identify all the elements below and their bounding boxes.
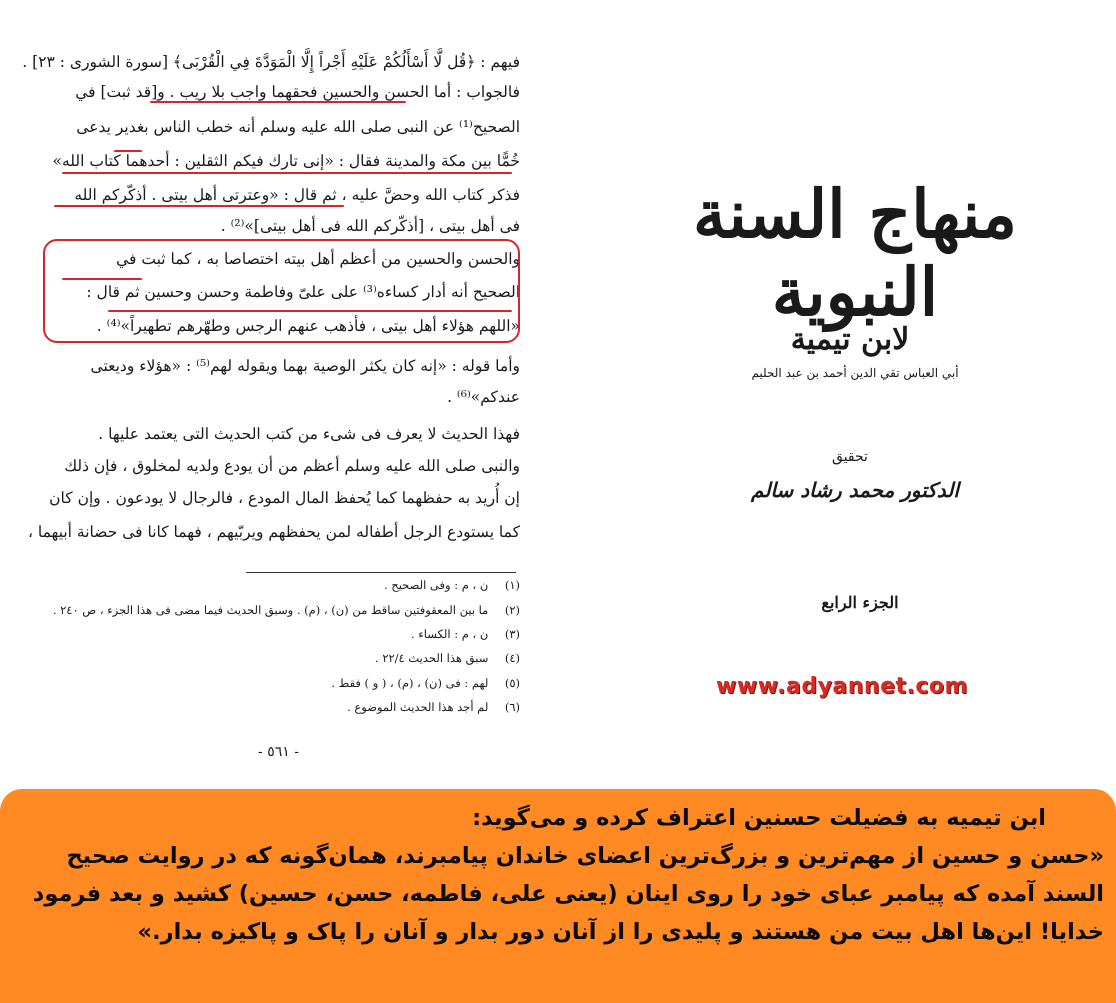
text-line-6: فى أهل بيتى ، [أذكّركم الله فى أهل بيتى]»⁽²⁾ . [220,217,520,235]
caption-line-3: السند آمده که پیامبر عبای خود را روی اینان (یعنی علی، فاطمه، حسن، حسین) کشید و بعد فرمود [32,881,1104,907]
text-line-3: الصحيح⁽¹⁾ عن النبى صلى الله عليه وسلم أنه خطب الناس بغدير يدعى [76,118,520,136]
red-underline [150,101,406,103]
red-highlight-box [43,239,520,343]
editor-name: الدكتور محمد رشاد سالم [751,478,959,502]
text-line-8: الصحيح أنه أدار كساءه⁽³⁾ على علىّ وفاطمة وحسن وحسين ثم قال : [86,283,520,301]
watermark-url: www.adyannet.com [716,674,968,699]
page-number: - ٥٦١ - [258,744,299,760]
text-line-1: فيهم : ﴿قُل لَّا أَسْأَلُكُمْ عَلَيْهِ أَجْراً إِلَّا الْمَوَدَّةَ فِي الْقُرْبَى﴾ [سورة الشورى : ٢٣] . [22,53,520,71]
text-line-14: إن أُريد به حفظهما كما يُحفظ المال المودع ، فالرجال لا يودعون . وإن كان [49,489,520,507]
footnote-3: (٣) ن ، م : الكساء . [411,627,520,641]
red-underline [54,205,344,207]
caption-line-4: خدایا! این‌ها اهل بیت من هستند و پلیدی را از آنان دور بدار و آنان را پاک و پاکیزه بدار.» [137,919,1104,945]
red-underline [62,172,512,174]
red-underline [114,150,142,152]
text-line-12: فهذا الحديث لا يعرف فى شىء من كتب الحديث التى يعتمد عليها . [98,425,520,443]
text-line-4: خُمًّا بين مكة والمدينة فقال : «إنى تارك فيكم الثقلين : أحدهما كتاب الله» [52,152,520,170]
text-line-13: والنبى صلى الله عليه وسلم أعظم من أن يودع ولديه لمخلوق ، فإن ذلك [64,457,520,475]
footnote-2: (٢) ما بين المعقوفتين ساقط من (ن) ، (م) . وسبق الحديث فيما مضى فى هذا الجزء ، ص ٢٤٠ . [52,603,520,617]
book-title: منهاج السنة النبوية [692,175,1017,331]
footnote-divider [246,572,516,573]
text-line-5: فذكر كتاب الله وحضَّ عليه ، ثم قال : «وعترتى أهل بيتى . أذكّركم الله [74,186,520,204]
footnote-1: (١) ن ، م : وفى الصحيح . [383,578,520,592]
text-line-11: عندكم»⁽⁶⁾ . [447,388,520,406]
text-line-2: فالجواب : أما الحسن والحسين فحقهما واجب بلا ريب . و[قد ثبت] في [75,83,520,101]
author-fullname: أبي العباس تقي الدين أحمد بن عبد الحليم [751,366,959,380]
caption-panel [0,789,1116,1003]
text-line-9: «اللهم هؤلاء أهل بيتى ، فأذهب عنهم الرجس وطهّرهم تطهيراً»⁽⁴⁾ . [96,317,520,335]
footnote-5: (٥) لهم : فى (ن) ، (م) ، ( و ) فقط . [331,676,520,690]
text-line-15: كما يستودع الرجل أطفاله لمن يحفظهم ويربّيهم ، فهما كانا فى حضانة أبيهما ، [27,523,520,541]
author-name: لابن تيمية [790,322,910,357]
volume-label: الجزء الرابع [821,593,899,612]
footnote-6: (٦) لم أجد هذا الحديث الموضوع . [347,700,520,714]
caption-line-2: «حسن و حسین از مهم‌ترین و بزرگ‌ترین اعضای خاندان پیامبرند، همان‌گونه که در روایت صحیح [66,843,1104,869]
text-line-7: والحسن والحسين من أعظم أهل بيته اختصاصا به ، كما ثبت في [116,250,520,268]
text-line-10: وأما قوله : «إنه كان يكثر الوصية بهما ويقوله لهم⁽⁵⁾ : «هؤلاء وديعتى [90,357,520,375]
footnote-4: (٤) سبق هذا الحديث ٢٢/٤ . [375,651,520,665]
caption-line-1: ابن تیمیه به فضیلت حسنین اعتراف کرده و می‌گوید: [472,805,1046,831]
editor-label: تحقيق [832,449,868,465]
